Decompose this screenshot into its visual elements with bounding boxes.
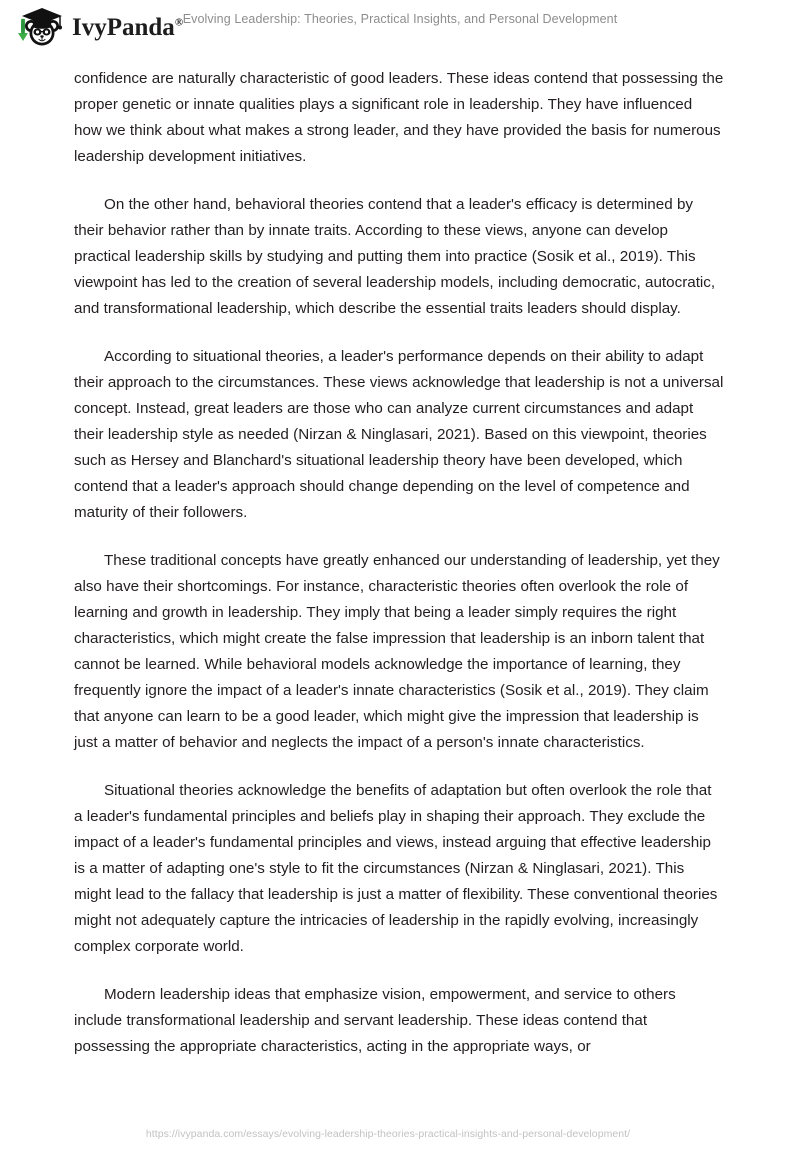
panda-graduation-cap-icon (14, 4, 64, 50)
brand-logo (14, 4, 183, 50)
paragraph: confidence are naturally characteristic of good leaders. These ideas contend that possessing the proper genetic or innate qualities plays a significant role in leadership. They have influenced how we think about what makes a strong leader, and they have provided the basis for numerous leadership development initiatives. (74, 70, 724, 165)
page-header (0, 0, 800, 58)
paragraph: Modern leadership ideas that emphasize vision, empowerment, and service to others include transformational leadership and servant leadership. These ideas contend that possessing the appropriate characteristics, acting in the appropriate ways, or (74, 986, 676, 1055)
paragraph: These traditional concepts have greatly enhanced our understanding of leadership, yet they also have their shortcomings. For instance, characteristic theories often overlook the role of learning and growth in leadership. They imply that being a leader simply requires the right characteristics, which might create the false impression that leadership is an inborn talent that cannot be learned. While behavioral models acknowledge the importance of learning, they frequently ignore the impact of a leader's innate characteristics (Sosik et al., 2019). They claim that anyone can learn to be a good leader, which might give the impression that leadership is just a matter of behavior and neglects the impact of a person's innate characteristics. (74, 552, 720, 751)
document-title: Evolving Leadership: Theories, Practical Insights, and Personal Development (182, 12, 618, 26)
paragraph: On the other hand, behavioral theories contend that a leader's efficacy is determined by their behavior rather than by innate traits. According to these views, anyone can develop practical leadership skills by studying and putting them into practice (Sosik et al., 2019). This viewpoint has led to the creation of several leadership models, including democratic, autocratic, and transformational leadership, which describe the essential traits leaders should display. (74, 196, 716, 317)
paragraph: Situational theories acknowledge the benefits of adaptation but often overlook the role that a leader's fundamental principles and beliefs play in shaping their approach. They exclude the impact of a leader's fundamental principles and views, instead arguing that effective leadership is a matter of adapting one's style to fit the circumstances (Nirzan & Ninglasari, 2021). This might lead to the fallacy that leadership is just a matter of flexibility. These conventional theories might not adequately capture the intricacies of leadership in the rapidly evolving, increasingly complex corporate world. (74, 782, 718, 955)
brand-name-text: IvyPanda (72, 13, 175, 41)
source-url[interactable]: https://ivypanda.com/essays/evolving-leadership-theories-practical-insights-and-personal-development/ (145, 1128, 631, 1140)
paragraph: According to situational theories, a leader's performance depends on their ability to adapt their approach to the circumstances. These views acknowledge that leadership is not a universal concept. Instead, great leaders are those who can analyze current circumstances and adapt their leadership style as needed (Nirzan & Ninglasari, 2021). Based on this viewpoint, theories such as Hersey and Blanchard's situational leadership theory have been developed, which contend that a leader's approach should change depending on the level of competence and maturity of their followers. (74, 348, 724, 521)
page-footer (0, 1124, 800, 1142)
registered-mark: ® (174, 16, 184, 29)
document-body (74, 66, 724, 1082)
